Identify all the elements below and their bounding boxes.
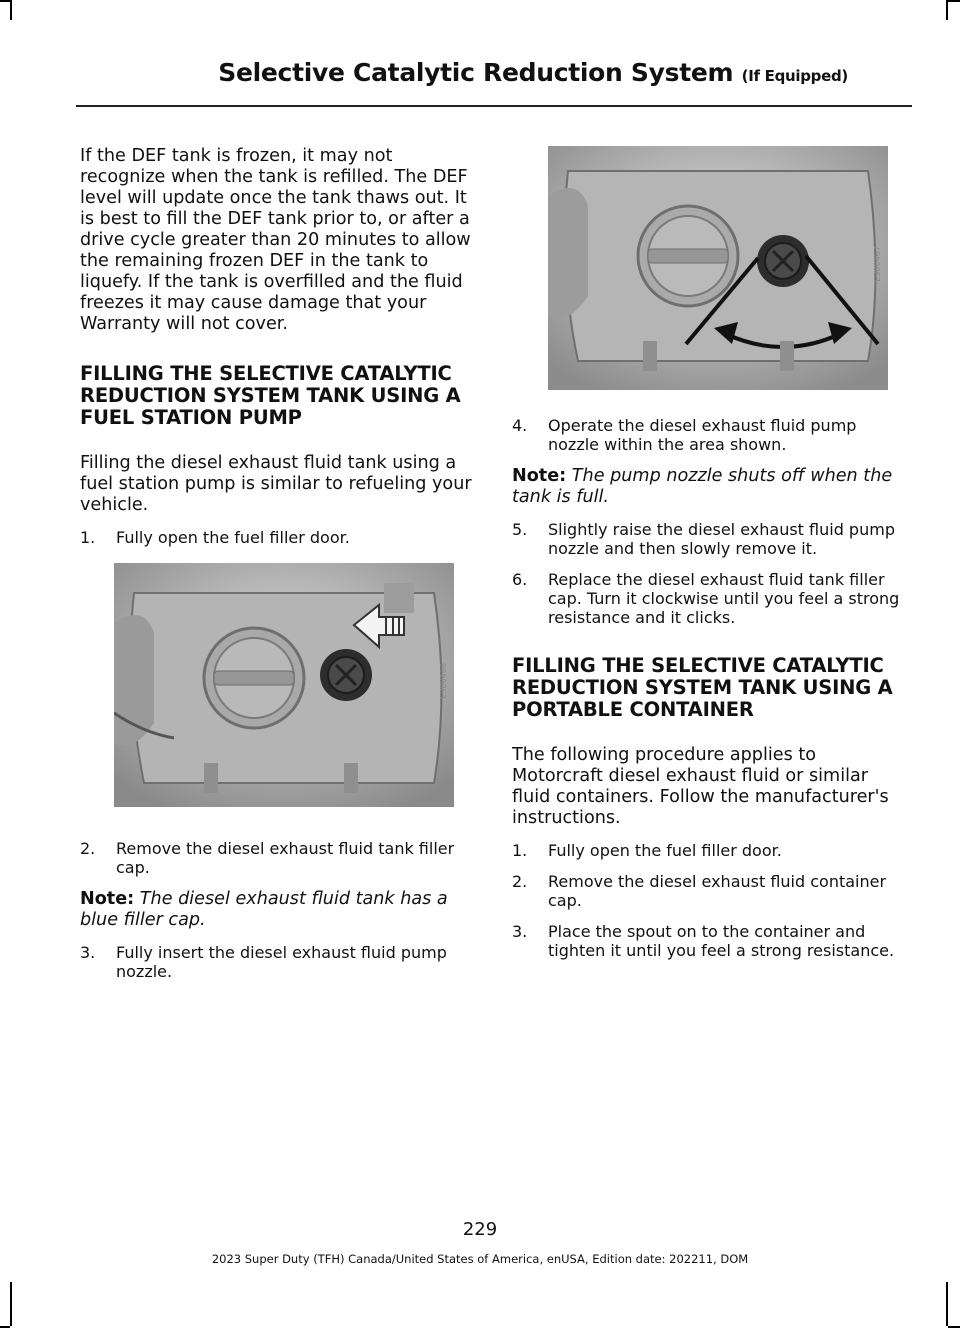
note bbox=[80, 889, 474, 931]
step-text: Replace the diesel exhaust fluid tank filler cap. Turn it clockwise until you feel a strong resistance and it clicks. bbox=[548, 570, 900, 627]
page-title-suffix: (If Equipped) bbox=[741, 67, 848, 85]
step-number: 3. bbox=[512, 922, 528, 941]
step-number: 2. bbox=[80, 839, 96, 858]
footer-edition-text: 2023 Super Duty (TFH) Canada/United States of America, enUSA, Edition date: 202211, DOM bbox=[211, 1252, 749, 1266]
section-heading-portable-container: FILLING THE SELECTIVE CATALYTIC REDUCTION SYSTEM TANK USING A PORTABLE CONTAINER bbox=[512, 654, 893, 721]
section-intro: The following procedure applies to Motorcraft diesel exhaust fluid or similar fluid containers. Follow the manufacturer's instructions. bbox=[512, 745, 889, 828]
section-intro: Filling the diesel exhaust fluid tank using a fuel station pump is similar to refueling your vehicle. bbox=[80, 453, 472, 515]
page-number: 229 bbox=[462, 1219, 498, 1240]
step-number: 3. bbox=[80, 943, 96, 962]
step-item bbox=[512, 570, 906, 627]
crop-mark bbox=[946, 0, 948, 20]
step-item bbox=[80, 528, 474, 547]
step-number: 5. bbox=[512, 520, 528, 539]
step-text: Fully insert the diesel exhaust fluid pump nozzle. bbox=[116, 943, 447, 981]
crop-mark bbox=[948, 1326, 960, 1328]
step-number: 1. bbox=[512, 841, 528, 860]
step-text: Remove the diesel exhaust fluid tank filler cap. bbox=[116, 839, 455, 877]
step-item bbox=[512, 520, 906, 558]
step-item bbox=[80, 943, 474, 981]
step-item bbox=[512, 922, 906, 960]
page-title-main: Selective Catalytic Reduction System bbox=[218, 58, 734, 87]
crop-mark bbox=[946, 1282, 948, 1326]
step-number: 6. bbox=[512, 570, 528, 589]
crop-mark bbox=[10, 1282, 12, 1326]
step-number: 4. bbox=[512, 416, 528, 435]
page-title bbox=[218, 58, 848, 87]
step-item bbox=[512, 841, 906, 860]
header-rule bbox=[76, 105, 912, 107]
figure-nozzle-area bbox=[548, 146, 888, 390]
step-number: 1. bbox=[80, 528, 96, 547]
step-item bbox=[80, 839, 474, 877]
nozzle-area-illustration bbox=[548, 146, 888, 390]
step-number: 2. bbox=[512, 872, 528, 891]
note-text: The pump nozzle shuts off when the tank is full. bbox=[512, 466, 893, 507]
note-label: Note: bbox=[512, 466, 567, 486]
crop-mark bbox=[10, 0, 12, 20]
step-text: Remove the diesel exhaust fluid container cap. bbox=[548, 872, 887, 910]
figure-open-filler-door bbox=[114, 563, 454, 807]
note bbox=[512, 466, 906, 508]
note-label: Note: bbox=[80, 889, 135, 909]
filler-door-illustration bbox=[114, 563, 454, 807]
section-heading-fuel-pump: FILLING THE SELECTIVE CATALYTIC REDUCTION SYSTEM TANK USING A FUEL STATION PUMP bbox=[80, 362, 461, 429]
step-item bbox=[512, 416, 906, 454]
crop-mark bbox=[948, 0, 960, 2]
note-text: The diesel exhaust fluid tank has a blue filler cap. bbox=[80, 889, 448, 930]
crop-mark bbox=[0, 1326, 10, 1328]
intro-paragraph: If the DEF tank is frozen, it may not recognize when the tank is refilled. The DEF level will update once the tank thaws out. It is best to fill the DEF tank prior to, or after a drive cycle greater than 20 minutes to allow the remaining frozen DEF in the tank to liquefy. If the tank is overfilled and the fluid freezes it may cause damage that your Warranty will not cover. bbox=[80, 146, 471, 334]
left-column bbox=[80, 146, 474, 993]
step-text: Place the spout on to the container and tighten it until you feel a strong resistance. bbox=[548, 922, 895, 960]
crop-mark bbox=[0, 0, 10, 2]
step-text: Fully open the fuel filler door. bbox=[116, 528, 350, 547]
figure-id: E300466 bbox=[439, 663, 448, 699]
right-column bbox=[512, 146, 906, 972]
step-text: Operate the diesel exhaust fluid pump nozzle within the area shown. bbox=[548, 416, 857, 454]
step-text: Fully open the fuel filler door. bbox=[548, 841, 782, 860]
figure-id: E300467 bbox=[873, 246, 882, 282]
step-text: Slightly raise the diesel exhaust fluid pump nozzle and then slowly remove it. bbox=[548, 520, 895, 558]
step-item bbox=[512, 872, 906, 910]
